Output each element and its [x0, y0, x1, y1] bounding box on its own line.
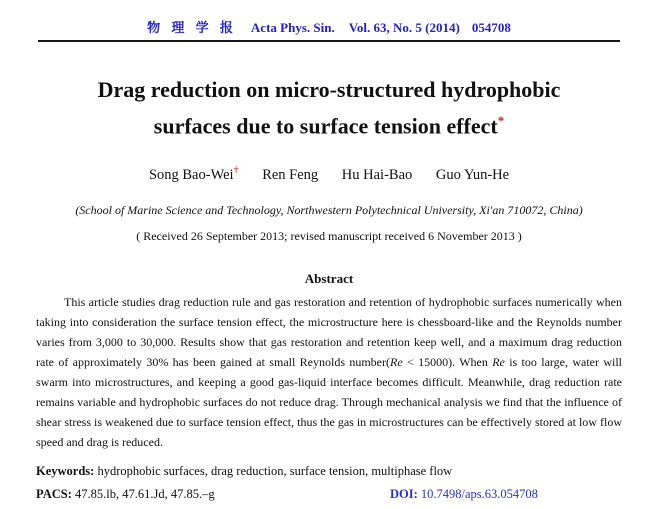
journal-name-english: Acta Phys. Sin. [250, 20, 335, 35]
authors-line [0, 165, 658, 184]
author-name: Hu Hai-Bao [341, 167, 413, 184]
title-footnote-asterisk: * [497, 113, 505, 128]
doi-label: DOI: [390, 487, 418, 502]
abstract-segment: < 15000). When [402, 355, 493, 370]
volume-issue: Vol. 63, No. 5 (2014) [348, 20, 460, 35]
title-line-1: Drag reduction on micro-structured hydrophobic [97, 77, 561, 102]
author-name: Song Bao-Wei [148, 167, 234, 184]
paper-title [20, 74, 638, 141]
article-number: 054708 [471, 20, 511, 35]
keywords-label: Keywords: [36, 464, 95, 479]
doi [390, 487, 538, 502]
abstract-segment: is too large, water will swarm into microstructures, and keeping a good gas-liquid interface becomes difficult. Meanwhile, drag reduction rate remains variable and hydrophobic surfaces do not reduce drag. Through mechanical analysis we find that the influence of shear stress is weakened due to surface tension effect, thus the gas in microstructures can be effectively stored at low flow speed and drag is reduced. [36, 355, 623, 450]
pacs [36, 487, 215, 501]
doi-link[interactable]: 10.7498/aps.63.054708 [420, 487, 538, 502]
author-name: Ren Feng [262, 167, 319, 184]
keywords-line [36, 464, 622, 479]
pacs-text: 47.85.lb, 47.61.Jd, 47.85.–g [75, 487, 215, 502]
pacs-doi-line [36, 487, 622, 505]
author-song-bao-wei [149, 167, 239, 183]
header-rule [38, 40, 620, 42]
affiliation: (School of Marine Science and Technology, Northwestern Polytechnical University, Xi'an 710072, China) [75, 203, 583, 218]
corresponding-author-dagger: † [233, 165, 239, 177]
author-name: Guo Yun-He [435, 167, 510, 184]
journal-name-chinese: 物 理 学 报 [147, 20, 237, 35]
keywords-text: hydrophobic surfaces, drag reduction, surface tension, multiphase flow [97, 464, 453, 479]
abstract-text [36, 292, 622, 452]
author-guo-yun-he [436, 167, 509, 183]
title-line-2: surfaces due to surface tension effect [153, 113, 498, 139]
reynolds-symbol-italic: Re [492, 355, 505, 370]
reynolds-symbol-italic: Re [389, 355, 403, 370]
received-dates: ( Received 26 September 2013; revised manuscript received 6 November 2013 ) [136, 229, 522, 244]
journal-header [0, 0, 658, 36]
pacs-label: PACS: [36, 487, 72, 502]
author-hu-hai-bao [342, 167, 412, 183]
abstract-segment: This article studies drag reduction rule and gas restoration and retention of hydrophobic surfaces numerically when taking into consideration the surface tension effect, the microstructure here is chessboard-like and the Reynolds number varies from 3,000 to 30,000. Results show that gas restoration and retention keep well, and a maximum drag reduction rate of approximately 30% has been gained at small Reynolds number( [36, 295, 622, 370]
abstract-heading: Abstract [304, 271, 354, 287]
author-ren-feng [262, 167, 318, 183]
